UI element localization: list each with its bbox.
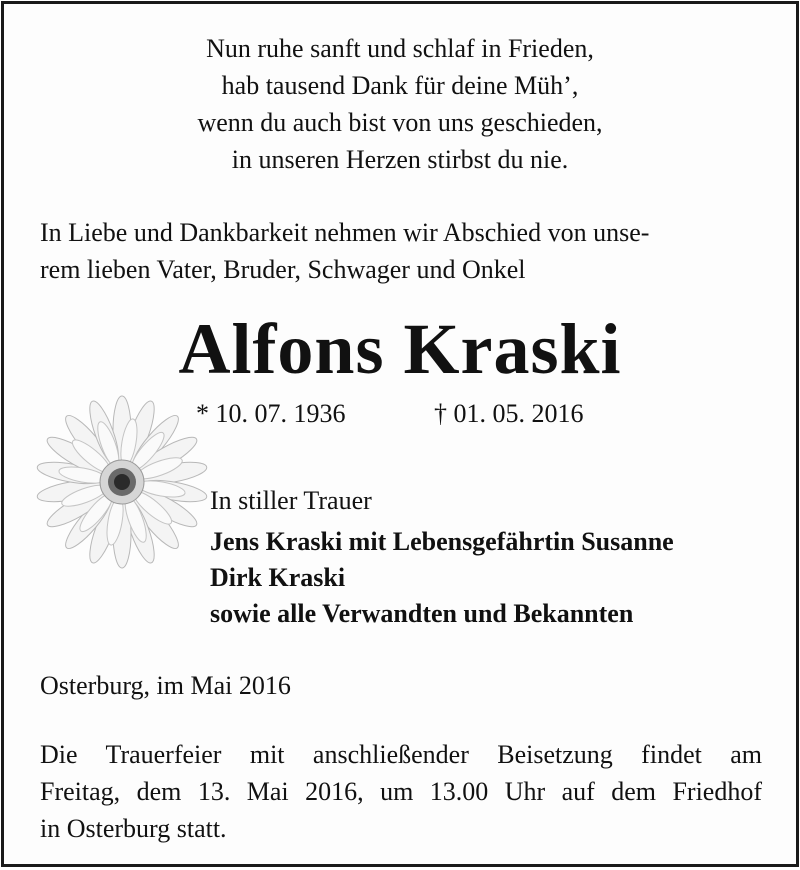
deceased-name: Alfons Kraski <box>178 309 622 389</box>
birth-date: * 10. 07. 1936 <box>196 399 346 428</box>
poem-line: hab tausend Dank für deine Müh’, <box>221 71 579 100</box>
intro-line: rem lieben Vater, Bruder, Schwager und Onkel <box>40 255 526 284</box>
poem-line: wenn du auch bist von uns geschieden, <box>197 108 603 137</box>
funeral-info <box>40 736 762 847</box>
gerbera-flower-icon <box>30 392 210 572</box>
death-date: † 01. 05. 2016 <box>434 399 584 428</box>
mourner-line: sowie alle Verwandten und Bekannten <box>210 599 634 628</box>
obituary-notice <box>1 1 799 867</box>
funeral-line: Die Trauerfeier mit anschließender Beisetzung findet am <box>40 740 762 769</box>
intro-line: In Liebe und Dankbarkeit nehmen wir Abschied von unse- <box>40 218 650 247</box>
funeral-line: Freitag, dem 13. Mai 2016, um 13.00 Uhr auf dem Friedhof <box>40 777 762 806</box>
place-date: Osterburg, im Mai 2016 <box>40 671 291 700</box>
funeral-line: in Osterburg statt. <box>40 814 227 843</box>
poem-line: Nun ruhe sanft und schlaf in Frieden, <box>206 34 594 63</box>
mourning-heading: In stiller Trauer <box>210 486 372 515</box>
mourner-line: Dirk Kraski <box>210 563 346 592</box>
poem <box>4 30 796 178</box>
mourner-line: Jens Kraski mit Lebensgefährtin Susanne <box>210 527 674 556</box>
intro-text <box>40 214 762 288</box>
poem-line: in unseren Herzen stirbst du nie. <box>231 145 569 174</box>
mourners-list <box>210 524 674 632</box>
